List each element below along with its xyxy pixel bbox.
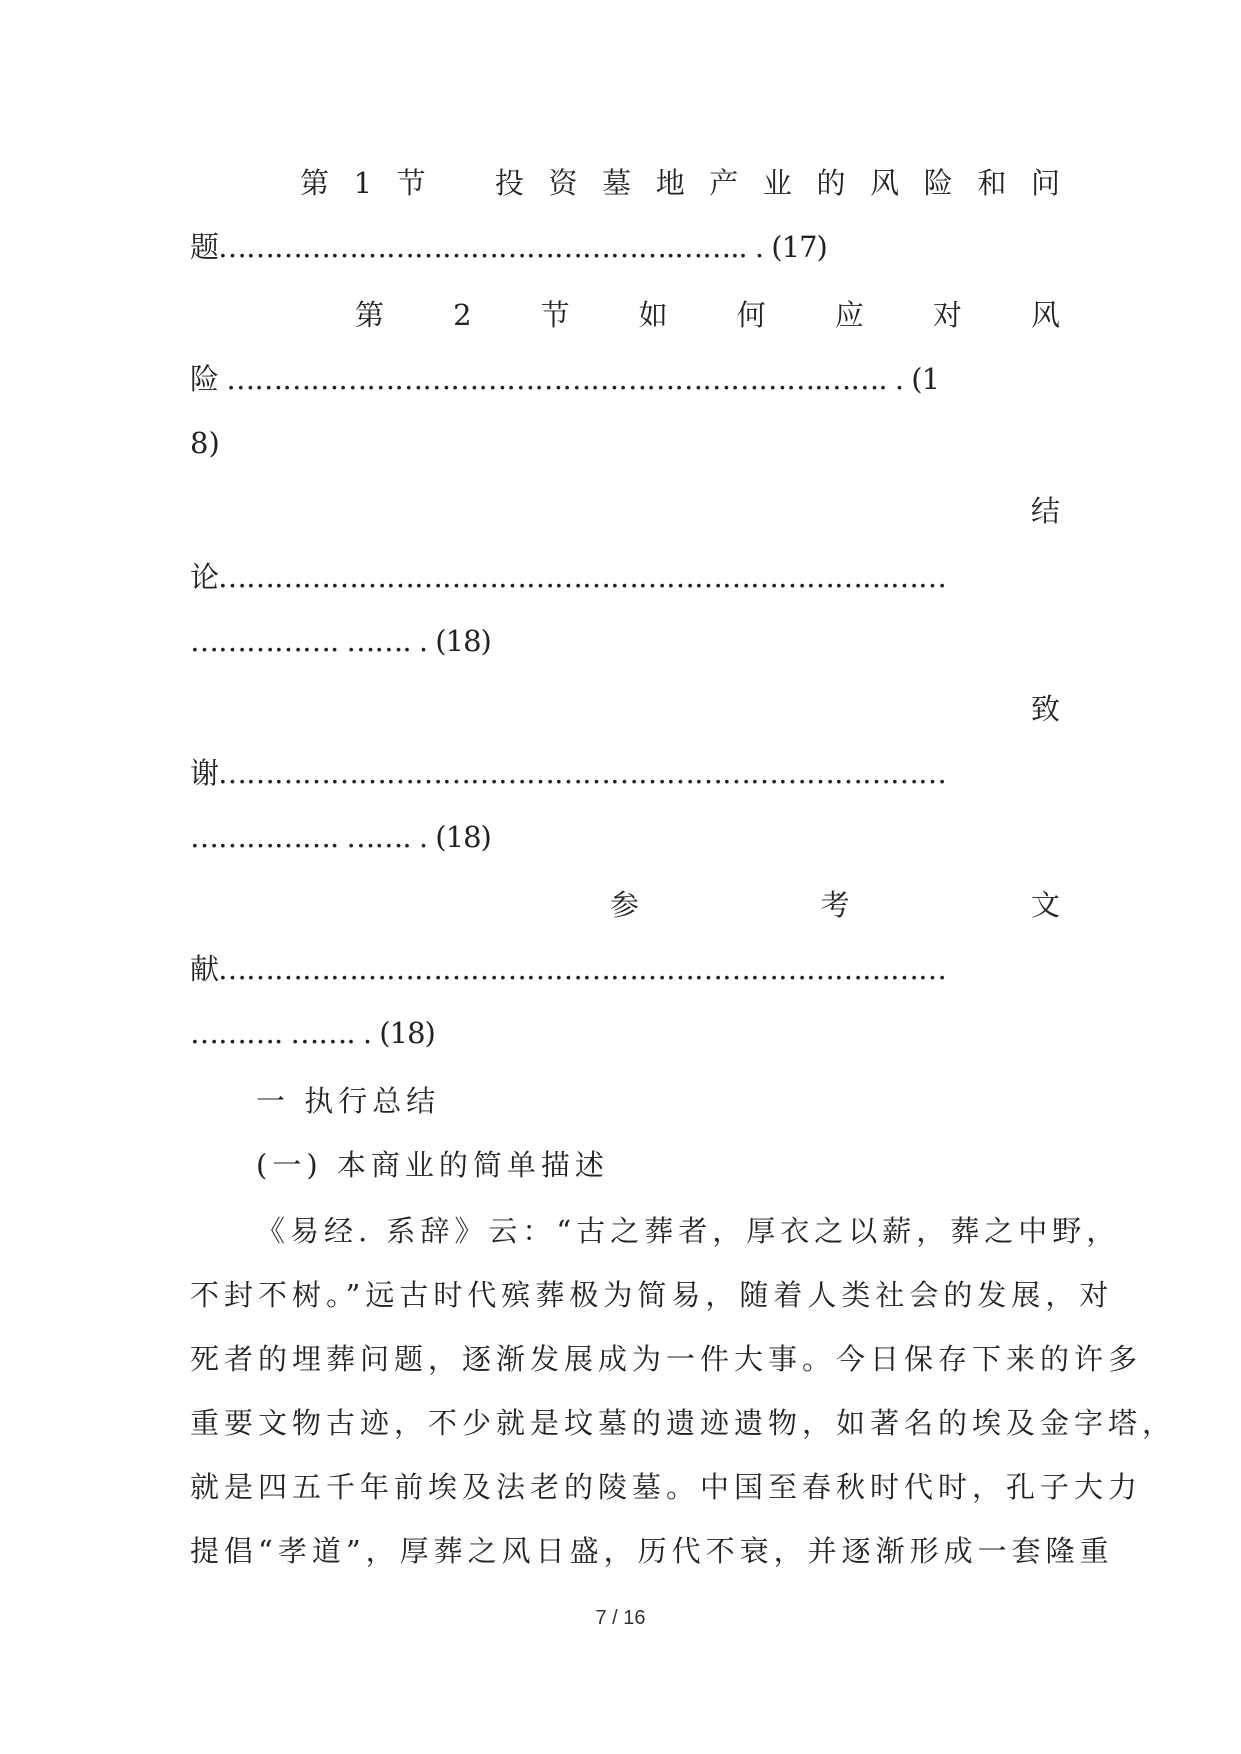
toc-section1-title	[300, 158, 1060, 208]
toc-text: 投	[494, 166, 524, 200]
toc-conclusion-leader[interactable]: 论……………………………………………………………………	[190, 560, 947, 594]
toc-text: 的	[816, 166, 846, 200]
toc-text: 考	[820, 888, 850, 922]
toc-text: 1	[353, 166, 373, 200]
toc-section2-page: 8)	[190, 426, 220, 460]
toc-refs-page: ………. ……. . (18)	[190, 1016, 435, 1050]
body-paragraph-line: 就是四五千年前埃及法老的陵墓。中国至春秋时代时，孔子大力	[190, 1470, 1143, 1504]
toc-conclusion-head: 结	[1030, 494, 1060, 528]
toc-conclusion-page: ……………. ……. . (18)	[190, 624, 491, 658]
toc-text: 第	[300, 166, 330, 200]
toc-text: 风	[1030, 298, 1060, 332]
body-paragraph-line: 重要文物古迹，不少就是坟墓的遗迹遗物，如著名的埃及金字塔，	[190, 1406, 1177, 1440]
toc-text: 2	[453, 298, 472, 332]
toc-text: 第	[355, 298, 385, 332]
toc-text: 如	[638, 298, 668, 332]
body-paragraph-line: 《易经. 系辞》云：“古之葬者，厚衣之以薪，葬之中野，	[256, 1214, 1121, 1248]
toc-text: 对	[932, 298, 962, 332]
toc-section1-leader[interactable]: 题………………………………………….…….. . (17)	[190, 230, 827, 264]
toc-thanks-page: ……………. ……. . (18)	[190, 820, 491, 854]
toc-thanks-head: 致	[1030, 692, 1060, 726]
toc-text: 墓	[602, 166, 632, 200]
toc-section2-leader[interactable]: 险 ……………………………………………………….……. . (1	[190, 362, 940, 396]
toc-text: 节	[396, 166, 426, 200]
toc-text: 险	[923, 166, 953, 200]
toc-text: 问	[1030, 166, 1060, 200]
toc-text: 参	[610, 888, 640, 922]
toc-text: 节	[540, 298, 570, 332]
toc-text: 何	[736, 298, 766, 332]
body-paragraph-line: 死者的埋葬问题，逐渐发展成为一件大事。今日保存下来的许多	[190, 1342, 1143, 1376]
toc-section2-title	[355, 290, 1060, 340]
body-paragraph-line: 不封不树。”远古时代殡葬极为简易，随着人类社会的发展，对	[190, 1278, 1114, 1312]
toc-text: 应	[834, 298, 864, 332]
subsection-heading: (一) 本商业的简单描述	[256, 1148, 609, 1182]
toc-text: 产	[709, 166, 739, 200]
toc-refs-title	[610, 880, 1060, 930]
toc-text: 和	[977, 166, 1007, 200]
toc-text: 资	[548, 166, 578, 200]
toc-text: 业	[762, 166, 792, 200]
toc-thanks-leader[interactable]: 谢……………………………………………………………………	[190, 756, 947, 790]
section-heading: 一 执行总结	[256, 1084, 441, 1118]
body-paragraph-line: 提倡“孝道”，厚葬之风日盛，历代不衰，并逐渐形成一套隆重	[190, 1534, 1114, 1568]
toc-text: 风	[870, 166, 900, 200]
toc-text: 文	[1030, 888, 1060, 922]
toc-text: 地	[655, 166, 685, 200]
page-number: 7 / 16	[595, 1607, 646, 1629]
toc-refs-leader[interactable]: 献……………………………………………………………………	[190, 952, 947, 986]
